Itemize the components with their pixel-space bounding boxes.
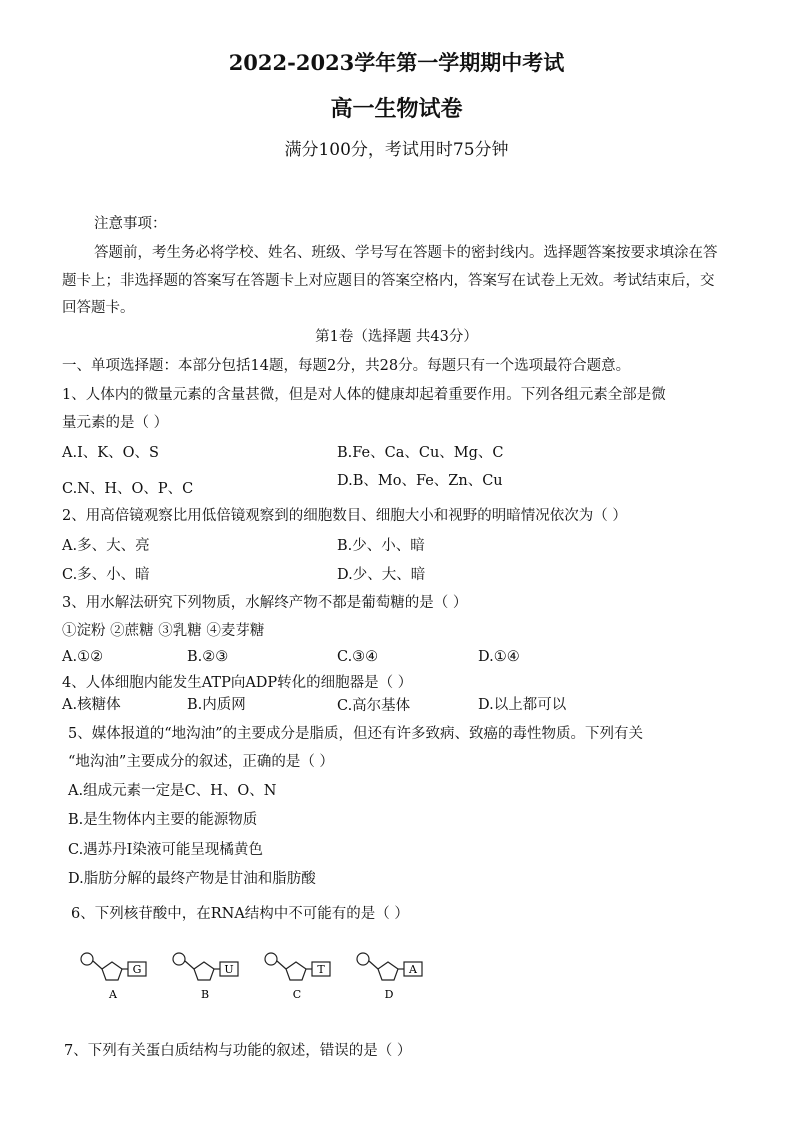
- q5-stem-line-1: 5、媒体报道的“地沟油”的主要成分是脂质，但还有许多致病、致癌的毒性物质。下列有关: [68, 726, 644, 742]
- q4-option-b: B.内质网: [187, 697, 246, 713]
- nucleotide-d-label: D: [384, 988, 394, 1001]
- section-intro: 一、单项选择题：本部分包括14题，每题2分，共28分。每题只有一个选项最符合题意。: [62, 358, 631, 374]
- nucleotide-a-base: G: [132, 963, 142, 976]
- q3-stem: 3、用水解法研究下列物质，水解终产物不都是葡萄糖的是（ ）: [62, 595, 468, 611]
- q5-option-a: A.组成元素一定是C、H、O、N: [68, 783, 277, 799]
- q7-stem: 7、下列有关蛋白质结构与功能的叙述，错误的是（ ）: [64, 1043, 412, 1059]
- exam-info: 满分100分，考试用时75分钟: [284, 140, 509, 160]
- q3-option-c: C.③④: [337, 649, 379, 665]
- exam-subtitle: 高一生物试卷: [330, 96, 463, 122]
- notice-line-2: 题卡上；非选择题的答案写在答题卡上对应题目的答案空格内，答案写在试卷上无效。考试结束后，交: [62, 273, 715, 289]
- nucleotide-a-label: A: [109, 988, 117, 1001]
- q3-option-a: A.①②: [62, 649, 104, 665]
- nucleotide-b-base: U: [224, 963, 234, 976]
- notice-line-3: 回答题卡。: [62, 300, 135, 316]
- q6-stem: 6、下列核苷酸中，在RNA结构中不可能有的是（ ）: [71, 906, 409, 922]
- section-title: 第1卷（选择题 共43分）: [315, 329, 478, 345]
- nucleotide-b: [173, 953, 238, 1001]
- nucleotide-c-label: C: [292, 988, 302, 1001]
- q4-option-a: A.核糖体: [62, 697, 121, 713]
- q2-option-c: C.多、小、暗: [62, 567, 150, 583]
- nucleotide-d: [357, 953, 422, 1001]
- nucleotide-a: [81, 953, 146, 1001]
- nucleotide-b-label: B: [200, 988, 210, 1001]
- exam-title: 2022-2023学年第一学期期中考试: [228, 50, 565, 75]
- q4-option-c: C.高尔基体: [337, 698, 411, 714]
- q4-option-d: D.以上都可以: [478, 697, 567, 713]
- q1-stem-line-1: 1、人体内的微量元素的含量甚微，但是对人体的健康却起着重要作用。下列各组元素全部是微: [62, 387, 666, 403]
- q2-option-b: B.少、小、暗: [337, 538, 425, 554]
- q2-option-a: A.多、大、亮: [62, 538, 150, 554]
- q2-stem: 2、用高倍镜观察比用低倍镜观察到的细胞数目、细胞大小和视野的明暗情况依次为（ ）: [62, 508, 627, 524]
- q3-option-b: B.②③: [187, 649, 229, 665]
- q1-option-b: B.Fe、Ca、Cu、Mg、C: [337, 445, 504, 461]
- q5-option-b: B.是生物体内主要的能源物质: [68, 812, 258, 828]
- nucleotide-figure: [70, 945, 470, 1007]
- q1-stem-line-2: 量元素的是（ ）: [62, 415, 169, 431]
- q3-items: ①淀粉 ②蔗糖 ③乳糖 ④麦芽糖: [62, 623, 265, 639]
- q1-option-c: C.N、H、O、P、C: [62, 481, 194, 497]
- q4-stem: 4、人体细胞内能发生ATP向ADP转化的细胞器是（ ）: [62, 675, 413, 691]
- q5-option-c: C.遇苏丹Ⅰ染液可能呈现橘黄色: [68, 842, 263, 858]
- q3-option-d: D.①④: [478, 649, 520, 665]
- nucleotide-c: [265, 953, 330, 1001]
- q1-option-a: A.I、K、O、S: [62, 445, 159, 461]
- notice-heading: 注意事项：: [94, 216, 167, 232]
- q1-option-d: D.B、Mo、Fe、Zn、Cu: [337, 473, 503, 489]
- notice-line-1: 答题前，考生务必将学校、姓名、班级、学号写在答题卡的密封线内。选择题答案按要求填涂在答: [94, 245, 718, 261]
- q5-option-d: D.脂肪分解的最终产物是甘油和脂肪酸: [68, 871, 316, 887]
- nucleotide-c-base: T: [317, 963, 325, 976]
- q2-option-d: D.少、大、暗: [337, 567, 426, 583]
- q5-stem-line-2: “地沟油”主要成分的叙述，正确的是（ ）: [68, 754, 334, 770]
- nucleotide-d-base: A: [409, 963, 417, 976]
